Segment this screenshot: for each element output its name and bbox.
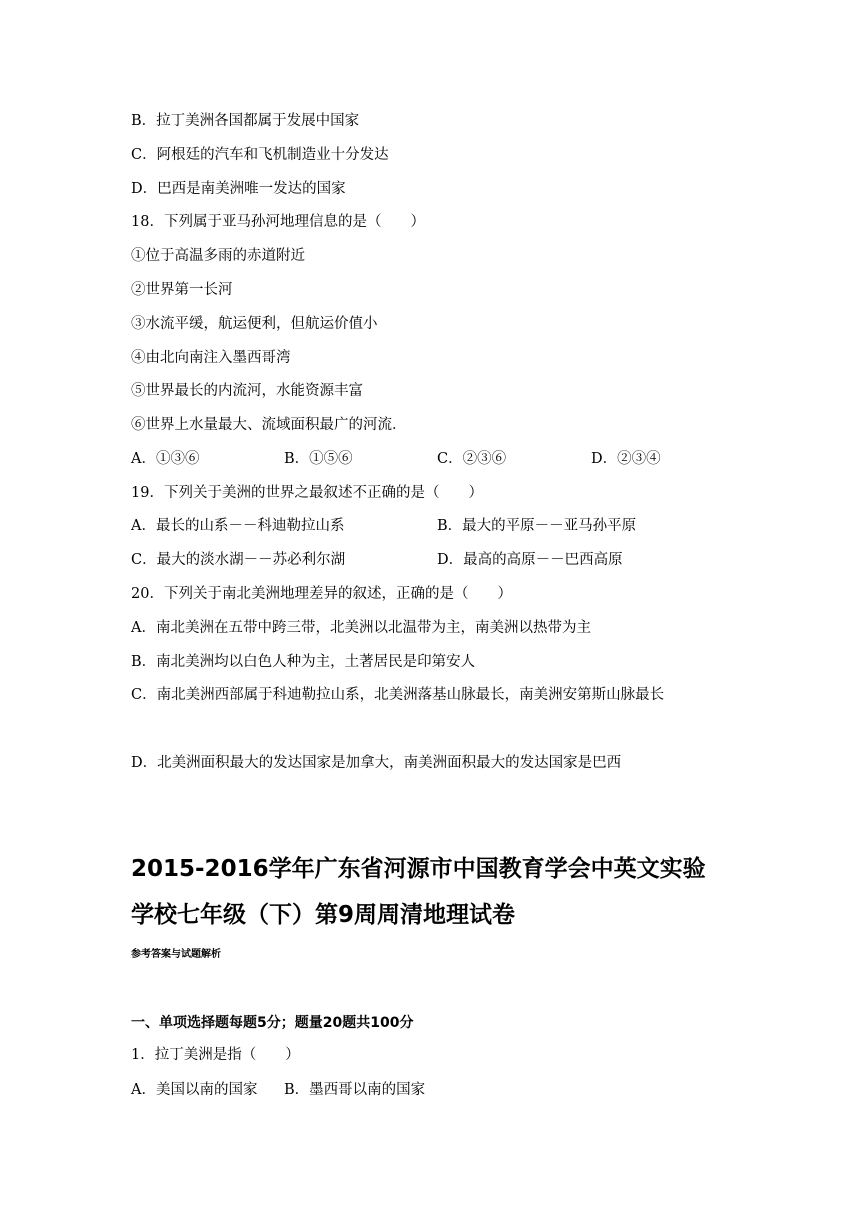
- q17-option-b: B．拉丁美洲各国都属于发展中国家: [131, 113, 360, 129]
- q17-option-c: C．阿根廷的汽车和飞机制造业十分发达: [131, 147, 389, 163]
- q18-statement-3: ③水流平缓，航运便利，但航运价值小: [131, 316, 378, 332]
- q18-statement-1: ①位于高温多雨的赤道附近: [131, 248, 305, 264]
- answer-title-line-1: 2015-2016学年广东省河源市中国教育学会中英文实验: [131, 856, 706, 882]
- q19-option-c: C．最大的淡水湖－－苏必利尔湖: [131, 552, 346, 568]
- q19-option-a: A．最长的山系－－科迪勒拉山系: [131, 518, 345, 534]
- q19-option-b: B．最大的平原－－亚马孙平原: [437, 518, 637, 534]
- q18-statement-6: ⑥世界上水量最大、流域面积最广的河流．: [131, 417, 407, 433]
- q18-statement-5: ⑤世界最长的内流河，水能资源丰富: [131, 383, 363, 399]
- q20-option-d: D．北美洲面积最大的发达国家是加拿大，南美洲面积最大的发达国家是巴西: [131, 755, 622, 771]
- q18-option-d: D．②③④: [591, 451, 661, 467]
- q19-stem: 19．下列关于美洲的世界之最叙述不正确的是（ ）: [131, 485, 483, 501]
- answer-q1-option-b: B．墨西哥以南的国家: [284, 1082, 426, 1098]
- q19-option-d: D．最高的高原－－巴西高原: [437, 552, 623, 568]
- q18-statement-2: ②世界第一长河: [131, 282, 233, 298]
- q18-statement-4: ④由北向南注入墨西哥湾: [131, 350, 291, 366]
- q20-option-b: B．南北美洲均以白色人种为主，土著居民是印第安人: [131, 654, 476, 670]
- q18-option-c: C．②③⑥: [437, 451, 507, 467]
- answer-q1-stem: 1．拉丁美洲是指（ ）: [131, 1047, 300, 1063]
- answer-subtitle: 参考答案与试题解析: [131, 949, 221, 960]
- answer-q1-option-a: A．美国以南的国家: [131, 1082, 258, 1098]
- answer-title-line-2: 学校七年级（下）第9周周清地理试卷: [131, 902, 516, 928]
- q18-stem: 18．下列属于亚马孙河地理信息的是（ ）: [131, 214, 425, 230]
- q20-stem: 20．下列关于南北美洲地理差异的叙述，正确的是（ ）: [131, 586, 512, 602]
- q20-option-c: C．南北美洲西部属于科迪勒拉山系，北美洲落基山脉最长，南美洲安第斯山脉最长: [131, 687, 665, 703]
- q18-option-b: B．①⑤⑥: [284, 451, 353, 467]
- q20-option-a: A．南北美洲在五带中跨三带，北美洲以北温带为主，南美洲以热带为主: [131, 620, 591, 636]
- q17-option-d: D．巴西是南美洲唯一发达的国家: [131, 181, 346, 197]
- q18-option-a: A．①③⑥: [131, 451, 200, 467]
- section-heading: 一、单项选择题每题5分；题量20题共100分: [131, 1015, 414, 1031]
